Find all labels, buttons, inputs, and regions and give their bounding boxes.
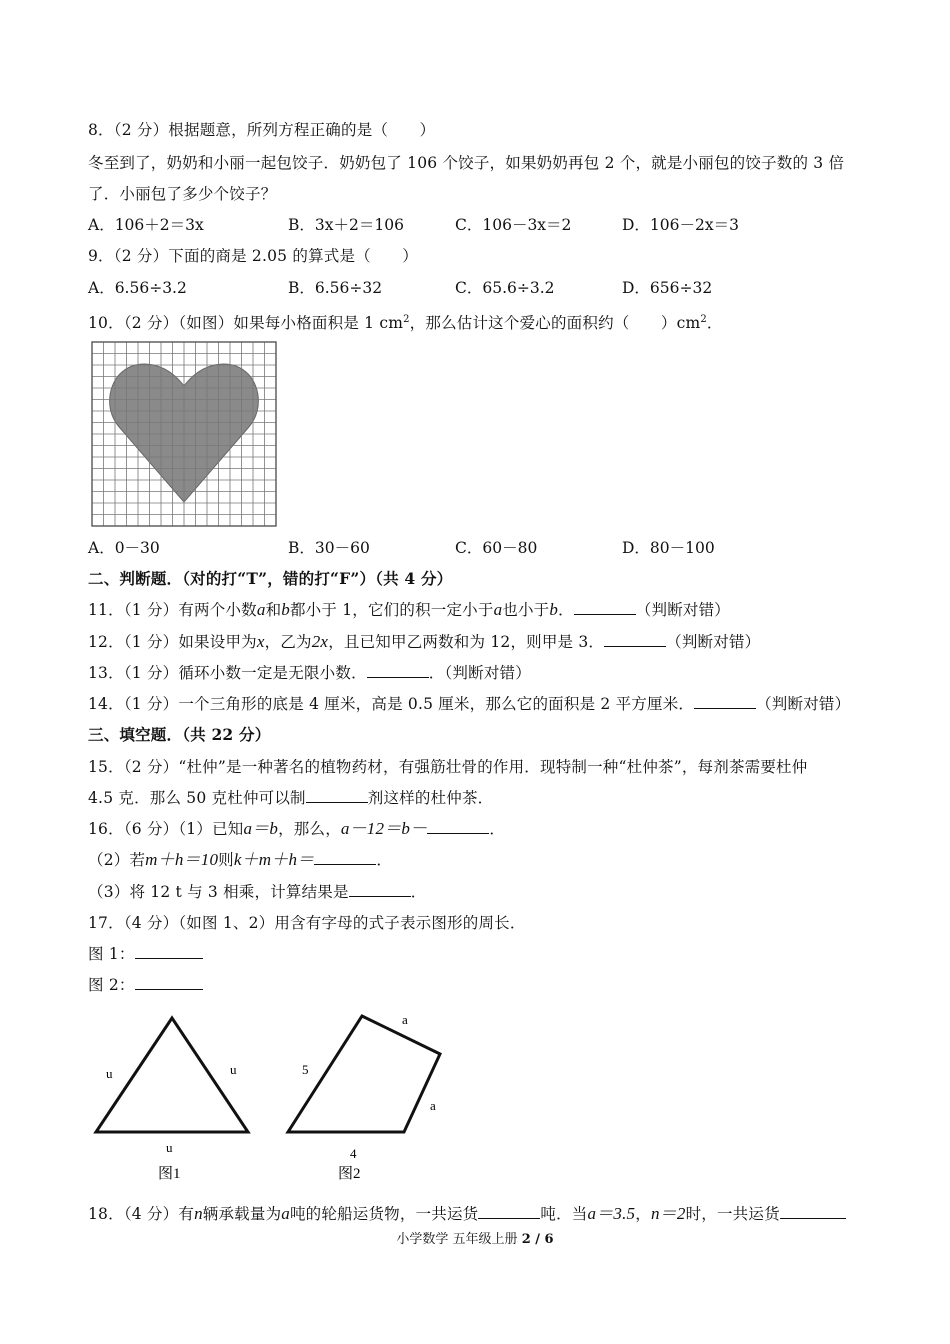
q16-part-3-blank[interactable]: [349, 882, 411, 897]
figure-1-triangle: [88, 1008, 263, 1188]
q18-text: 18．（4 分）有n辆承载量为a吨的轮船运货物，一共运货 吨．当a＝3.5，n＝2时，一共运货: [88, 1204, 846, 1224]
q17-fig2-blank[interactable]: [135, 975, 203, 990]
q17-stem: 17．（4 分）（如图 1、2）用含有字母的式子表示图形的周长．: [88, 914, 526, 932]
q18-blank-2[interactable]: [780, 1204, 846, 1219]
q8-context-line-1: 冬至到了，奶奶和小丽一起包饺子．奶奶包了 106 个饺子，如果奶奶再包 2 个，就是小丽包的饺子数的 3 倍: [88, 154, 845, 172]
q15-line-2: 4.5 克．那么 50 克杜仲可以制 剂这样的杜仲茶．: [88, 789, 494, 807]
figure-2-quadrilateral: [280, 1008, 455, 1188]
q16-part-1: 16．（6 分）（1）已知a＝b，那么，a－12＝b－ ．: [88, 819, 506, 838]
q8-context-line-2: 了．小丽包了多少个饺子？: [88, 185, 277, 203]
q14-answer-blank[interactable]: [694, 694, 756, 709]
q13-answer-blank[interactable]: [367, 663, 429, 678]
q16-part-2: （2）若m＋h＝10则k＋m＋h＝ ．: [88, 850, 393, 869]
q11-text: 11．（1 分）有两个小数a和b都小于 1，它们的积一定小于a也小于b． （判断对错）: [88, 600, 730, 619]
q18-blank-1[interactable]: [478, 1204, 540, 1219]
section-3-heading: 三、填空题．（共 22 分）: [88, 725, 271, 744]
q16-part-1-blank[interactable]: [427, 819, 489, 834]
q8-option-b: B．3x＋2＝106: [288, 216, 404, 234]
q9-option-a: A．6.56÷3.2: [88, 279, 187, 297]
q8-option-c: C．106－3x＝2: [455, 216, 572, 234]
q12-text: 12．（1 分）如果设甲为x，乙为2x，且已知甲乙两数和为 12，则甲是 3． （判断对错）: [88, 632, 761, 651]
q17-fig1-blank[interactable]: [135, 944, 203, 959]
q17-fig2-answer: 图 2：: [88, 975, 203, 995]
heart-grid-figure: [90, 340, 278, 528]
quad-top-side-label: a: [402, 1012, 408, 1027]
quad-bottom-side-label: 4: [350, 1146, 357, 1161]
q9-option-d: D．656÷32: [622, 279, 713, 297]
page-number: 2 / 6: [521, 1232, 554, 1247]
section-2-heading: 二、判断题．（对的打“T”，错的打“F”）（共 4 分）: [88, 569, 453, 588]
quad-left-side-label: 5: [302, 1062, 309, 1077]
q15-answer-blank[interactable]: [306, 788, 368, 803]
q9-stem: 9．（2 分）下面的商是 2.05 的算式是（ ）: [88, 247, 418, 265]
q8-option-d: D．106－2x＝3: [622, 216, 739, 234]
triangle-left-side-label: u: [106, 1066, 113, 1081]
triangle-right-side-label: u: [230, 1062, 237, 1077]
q11-answer-blank[interactable]: [574, 600, 636, 615]
page-footer: 小学数学 五年级上册 2 / 6: [396, 1232, 554, 1247]
q16-part-2-blank[interactable]: [314, 850, 376, 865]
q10-option-c: C．60－80: [455, 539, 538, 557]
q10-option-a: A．0－30: [88, 539, 160, 557]
q14-text: 14．（1 分）一个三角形的底是 4 厘米，高是 0.5 厘米，那么它的面积是 2 平方厘米． （判断对错）: [88, 695, 851, 713]
q9-option-c: C．65.6÷3.2: [455, 279, 555, 297]
q15-line-1: 15．（2 分）“杜仲”是一种著名的植物药材，有强筋壮骨的作用．现特制一种“杜仲茶”，每剂茶需要杜仲: [88, 758, 808, 776]
quad-right-side-label: a: [430, 1098, 436, 1113]
q17-fig1-answer: 图 1：: [88, 944, 203, 964]
q12-answer-blank[interactable]: [604, 632, 666, 647]
q10-stem: 10．（2 分）（如图）如果每小格面积是 1 $cm^2$，那么估计这个爱心的面积约（ ）$cm^2$．: [88, 314, 723, 333]
triangle-bottom-side-label: u: [166, 1140, 173, 1155]
q10-option-d: D．80－100: [622, 539, 715, 557]
q8-option-a: A．106＋2＝3x: [88, 216, 204, 234]
q9-option-b: B．6.56÷32: [288, 279, 383, 297]
figure-2-caption: 图2: [338, 1166, 361, 1182]
q10-option-b: B．30－60: [288, 539, 370, 557]
figure-1-caption: 图1: [158, 1166, 181, 1182]
q16-part-3: （3）将 12 t 与 3 相乘，计算结果是 ．: [88, 883, 427, 901]
q13-text: 13．（1 分）循环小数一定是无限小数． ．（判断对错）: [88, 664, 531, 682]
q8-stem: 8．（2 分）根据题意，所列方程正确的是（ ）: [88, 121, 436, 139]
